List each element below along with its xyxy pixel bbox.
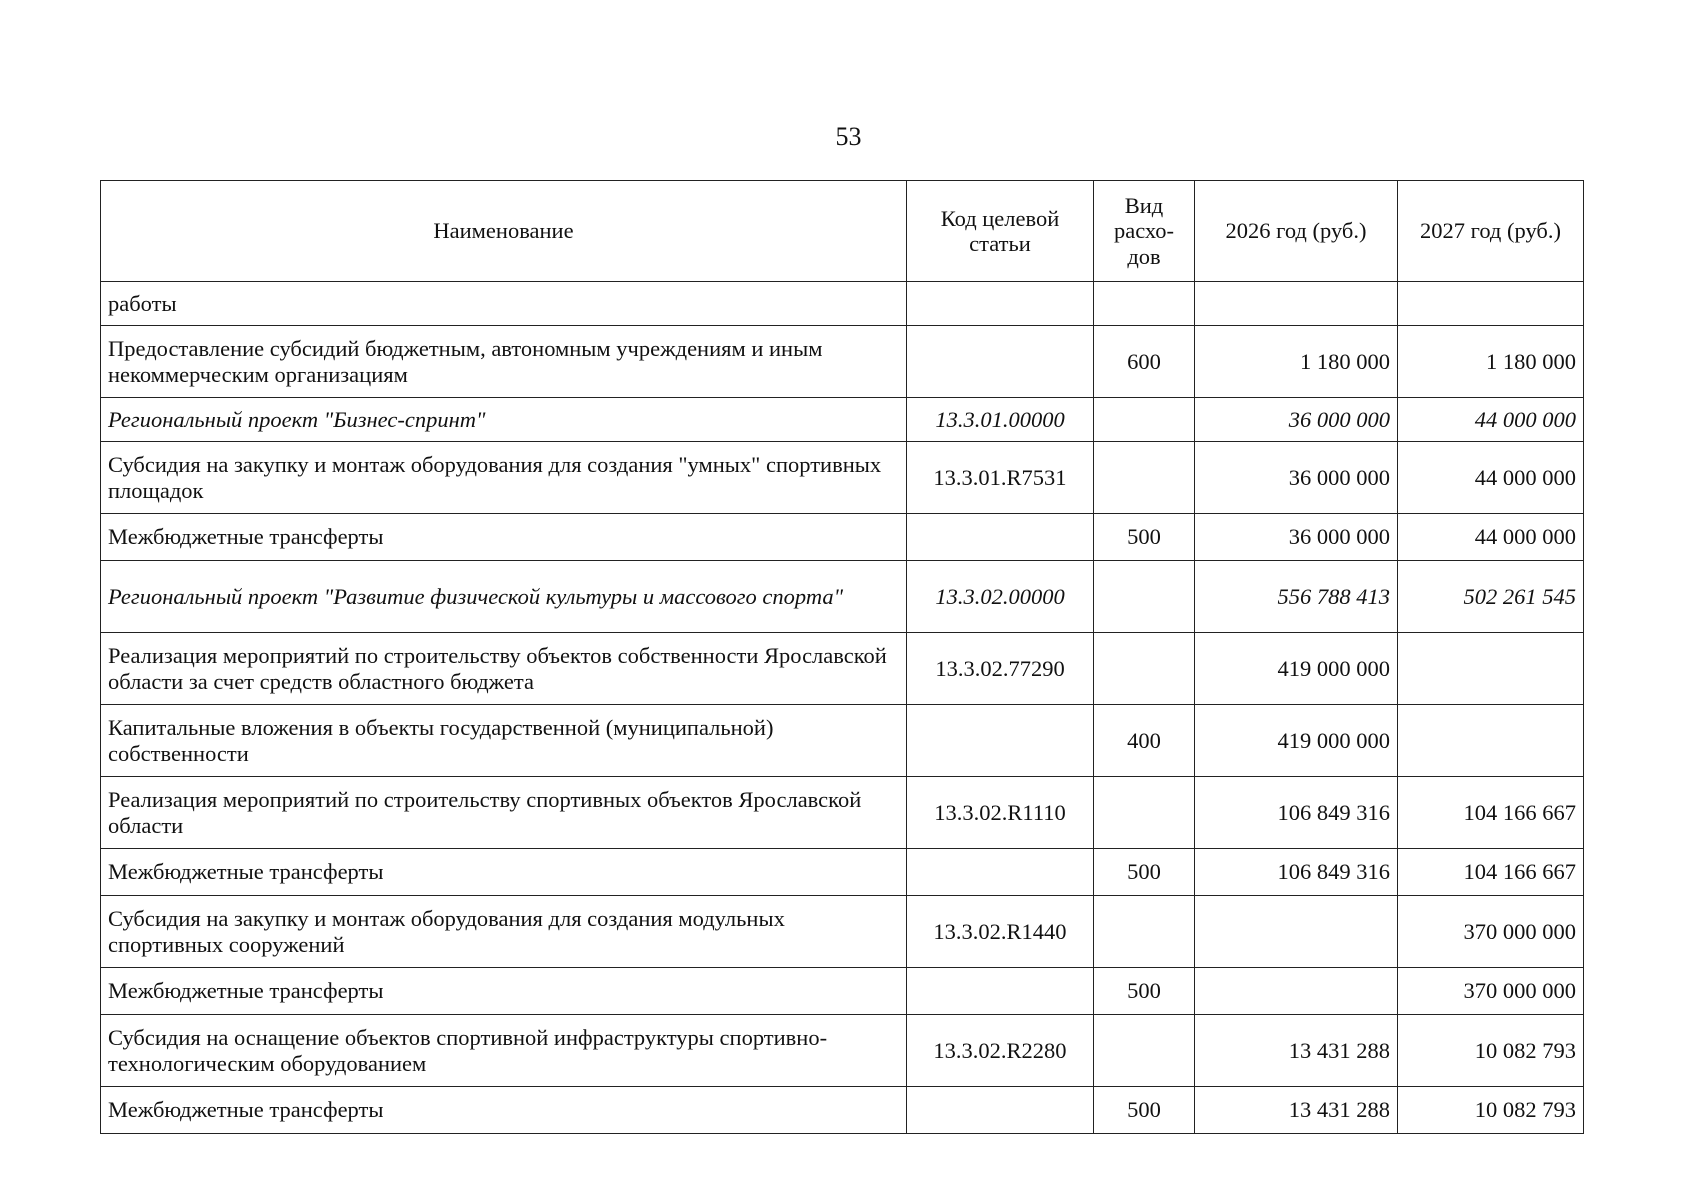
row-name: Региональный проект "Бизнес-спринт"	[101, 398, 907, 442]
row-code	[907, 326, 1094, 398]
row-name: Субсидия на закупку и монтаж оборудования для создания модульных спортивных сооружений	[101, 896, 907, 968]
page-number: 53	[835, 122, 862, 151]
table-row	[101, 777, 1584, 849]
row-expense-type	[1094, 398, 1195, 442]
row-code: 13.3.01.00000	[907, 398, 1094, 442]
row-name: Реализация мероприятий по строительству объектов собственности Ярославской области за счет средств областного бюджета	[101, 633, 907, 705]
row-amount-2026: 1 180 000	[1195, 326, 1398, 398]
budget-table	[100, 180, 1584, 1134]
row-code: 13.3.02.77290	[907, 633, 1094, 705]
row-code: 13.3.02.00000	[907, 561, 1094, 633]
row-amount-2026: 36 000 000	[1195, 442, 1398, 514]
row-amount-2026	[1195, 282, 1398, 326]
table-row	[101, 1087, 1584, 1134]
row-expense-type	[1094, 561, 1195, 633]
row-name: Субсидия на оснащение объектов спортивной инфраструктуры спортивно-технологическим оборудованием	[101, 1015, 907, 1087]
row-amount-2027: 44 000 000	[1398, 398, 1584, 442]
row-name: Субсидия на закупку и монтаж оборудования для создания "умных" спортивных площадок	[101, 442, 907, 514]
table-row	[101, 705, 1584, 777]
table-row	[101, 282, 1584, 326]
row-code: 13.3.01.R7531	[907, 442, 1094, 514]
table-row	[101, 1015, 1584, 1087]
table-row	[101, 633, 1584, 705]
row-amount-2026: 419 000 000	[1195, 633, 1398, 705]
table-row	[101, 968, 1584, 1015]
row-amount-2026	[1195, 968, 1398, 1015]
row-code	[907, 849, 1094, 896]
row-amount-2027	[1398, 633, 1584, 705]
header-year-2026: 2026 год (руб.)	[1195, 181, 1398, 282]
row-expense-type	[1094, 1015, 1195, 1087]
header-code: Код целевой статьи	[907, 181, 1094, 282]
row-name: Предоставление субсидий бюджетным, автономным учреждениям и иным некоммерческим организациям	[101, 326, 907, 398]
table-header-row	[101, 181, 1584, 282]
header-year-2027: 2027 год (руб.)	[1398, 181, 1584, 282]
row-amount-2027	[1398, 282, 1584, 326]
row-amount-2027: 104 166 667	[1398, 777, 1584, 849]
row-name: Межбюджетные трансферты	[101, 1087, 907, 1134]
table-row	[101, 849, 1584, 896]
row-code	[907, 514, 1094, 561]
row-amount-2026: 556 788 413	[1195, 561, 1398, 633]
row-amount-2027: 370 000 000	[1398, 968, 1584, 1015]
row-amount-2027: 10 082 793	[1398, 1087, 1584, 1134]
row-amount-2027: 104 166 667	[1398, 849, 1584, 896]
row-code	[907, 968, 1094, 1015]
row-code: 13.3.02.R2280	[907, 1015, 1094, 1087]
row-code: 13.3.02.R1440	[907, 896, 1094, 968]
row-amount-2026: 106 849 316	[1195, 849, 1398, 896]
row-code	[907, 1087, 1094, 1134]
row-expense-type: 500	[1094, 849, 1195, 896]
table-row-project	[101, 561, 1584, 633]
row-expense-type: 500	[1094, 1087, 1195, 1134]
row-name: Межбюджетные трансферты	[101, 849, 907, 896]
row-expense-type: 500	[1094, 968, 1195, 1015]
row-amount-2027: 370 000 000	[1398, 896, 1584, 968]
table-row	[101, 326, 1584, 398]
row-amount-2026: 36 000 000	[1195, 398, 1398, 442]
row-expense-type: 400	[1094, 705, 1195, 777]
header-type: Вид расхо-дов	[1094, 181, 1195, 282]
row-amount-2027: 44 000 000	[1398, 442, 1584, 514]
table-row	[101, 896, 1584, 968]
row-amount-2026: 36 000 000	[1195, 514, 1398, 561]
row-amount-2026: 106 849 316	[1195, 777, 1398, 849]
row-name: работы	[101, 282, 907, 326]
row-name: Капитальные вложения в объекты государственной (муниципальной) собственности	[101, 705, 907, 777]
header-name: Наименование	[101, 181, 907, 282]
row-amount-2026	[1195, 896, 1398, 968]
row-amount-2027	[1398, 705, 1584, 777]
table-row	[101, 442, 1584, 514]
row-name: Межбюджетные трансферты	[101, 514, 907, 561]
row-code	[907, 282, 1094, 326]
row-amount-2027: 1 180 000	[1398, 326, 1584, 398]
row-name: Реализация мероприятий по строительству спортивных объектов Ярославской области	[101, 777, 907, 849]
table-row-project	[101, 398, 1584, 442]
row-name: Региональный проект "Развитие физической культуры и массового спорта"	[101, 561, 907, 633]
row-expense-type	[1094, 442, 1195, 514]
row-expense-type	[1094, 896, 1195, 968]
row-amount-2026: 13 431 288	[1195, 1087, 1398, 1134]
row-name: Межбюджетные трансферты	[101, 968, 907, 1015]
row-expense-type: 600	[1094, 326, 1195, 398]
row-code: 13.3.02.R1110	[907, 777, 1094, 849]
row-amount-2027: 10 082 793	[1398, 1015, 1584, 1087]
row-expense-type	[1094, 282, 1195, 326]
row-expense-type: 500	[1094, 514, 1195, 561]
row-amount-2026: 419 000 000	[1195, 705, 1398, 777]
row-expense-type	[1094, 633, 1195, 705]
row-code	[907, 705, 1094, 777]
row-amount-2026: 13 431 288	[1195, 1015, 1398, 1087]
row-amount-2027: 502 261 545	[1398, 561, 1584, 633]
table-row	[101, 514, 1584, 561]
row-amount-2027: 44 000 000	[1398, 514, 1584, 561]
row-expense-type	[1094, 777, 1195, 849]
